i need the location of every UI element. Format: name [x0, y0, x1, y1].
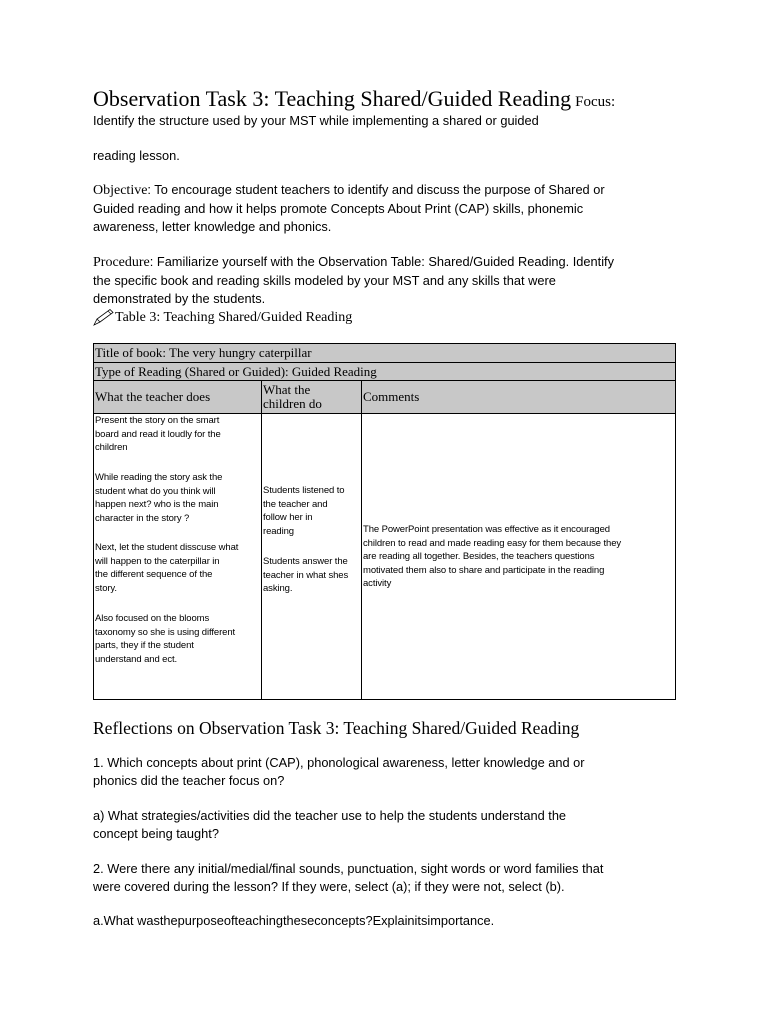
- procedure-text: the specific book and reading skills modeled by your MST and any skills that were: [93, 273, 556, 288]
- text-line: Students answer the: [263, 556, 348, 567]
- text-line: Present the story on the smart: [95, 415, 220, 426]
- text-line: character in the story ?: [95, 512, 190, 524]
- focus-text-line: Identify the structure used by your MST while implementing a shared or guided: [93, 113, 539, 128]
- text-line: the teacher and: [263, 498, 328, 510]
- procedure-text: : Familiarize yourself with the Observation Table: Shared/Guided Reading. Identify: [149, 254, 615, 269]
- text-line: reading: [263, 525, 294, 537]
- text-line: 2. Were there any initial/medial/final sounds, punctuation, sight words or word families that: [93, 861, 604, 876]
- text-line: board and read it loudly for the: [95, 428, 221, 440]
- question-2a: [93, 912, 494, 930]
- text-line: taxonomy so she is using different: [95, 626, 236, 638]
- header-teacher-does: [94, 381, 261, 413]
- objective-text: awareness, letter knowledge and phonics.: [93, 219, 332, 234]
- children-note: [263, 555, 348, 596]
- focus-text-line: reading lesson.: [93, 148, 180, 163]
- children-note: [263, 484, 344, 538]
- text-line: are reading all together. Besides, the teachers questions: [363, 551, 595, 562]
- procedure-paragraph: [93, 253, 614, 308]
- pencil-icon: [93, 308, 114, 326]
- text-line: follow her in: [263, 512, 313, 523]
- cell-teacher-does: [94, 414, 261, 699]
- text-line: 1. Which concepts about print (CAP), phonological awareness, letter knowledge and or: [93, 755, 585, 770]
- reading-type: Type of Reading (Shared or Guided): Guided Reading: [95, 364, 377, 379]
- text-line: phonics did the teacher focus on?: [93, 773, 285, 788]
- procedure-text: demonstrated by the students.: [93, 291, 266, 306]
- question-2: [93, 860, 603, 896]
- question-1a: [93, 807, 566, 843]
- reflections-heading: Reflections on Observation Task 3: Teaching Shared/Guided Reading: [93, 718, 580, 738]
- text-line: concept being taught?: [93, 826, 219, 841]
- text-line: Students listened to: [263, 485, 345, 496]
- text-line: children to read and made reading easy for them because they: [363, 537, 622, 549]
- table-header-row: [94, 381, 675, 414]
- text-line: a.What wasthepurposeofteachingtheseconcepts?Explainitsimportance.: [93, 913, 495, 928]
- page-title: [93, 86, 615, 115]
- text-line: the different sequence of the: [95, 569, 213, 580]
- table-caption: Table 3: Teaching Shared/Guided Reading: [115, 310, 353, 325]
- comment-note: [363, 523, 621, 591]
- objective-first-line: [93, 181, 605, 200]
- question-1: [93, 754, 585, 790]
- text-line: teacher in what shes: [263, 569, 349, 581]
- teacher-note: [95, 414, 221, 455]
- text-line: What the: [263, 382, 311, 397]
- text-line: While reading the story ask the: [95, 472, 223, 483]
- teacher-note: [95, 612, 235, 666]
- text-line: Also focused on the blooms: [95, 613, 210, 624]
- header-children-do: [261, 381, 361, 413]
- objective-text: : To encourage student teachers to identify and discuss the purpose of Shared or: [147, 182, 605, 197]
- table-body-row: [94, 414, 675, 699]
- procedure-first-line: [93, 253, 614, 272]
- text-line: were covered during the lesson? If they were, select (a); if they were not, select (b).: [93, 879, 565, 894]
- objective-text: Guided reading and how it helps promote Concepts About Print (CAP) skills, phonemic: [93, 201, 584, 216]
- text-line: The PowerPoint presentation was effective as it encouraged: [363, 524, 610, 535]
- text-line: happen next? who is the main: [95, 499, 219, 510]
- text-line: will happen to the caterpillar in: [95, 555, 220, 567]
- book-title: Title of book: The very hungry caterpillar: [95, 345, 312, 360]
- text-line: children: [95, 442, 128, 453]
- reading-type-row: [94, 363, 675, 381]
- text-line: student what do you think will: [95, 485, 216, 497]
- title-text: Observation Task 3: Teaching Shared/Guided Reading: [93, 86, 572, 111]
- header-comments: [361, 381, 675, 413]
- cell-children-do: [261, 414, 361, 699]
- text-line: motivated them also to share and participate in the reading: [363, 564, 605, 576]
- header-label: What the teacher does: [95, 389, 211, 404]
- book-title-row: [94, 344, 675, 363]
- text-line: a) What strategies/activities did the teacher use to help the students understand the: [93, 808, 567, 823]
- text-line: children do: [263, 396, 322, 411]
- text-line: Next, let the student disscuse what: [95, 542, 239, 553]
- text-line: asking.: [263, 583, 293, 594]
- teacher-note: [95, 541, 238, 595]
- text-line: understand and ect.: [95, 653, 178, 665]
- text-line: story.: [95, 582, 117, 594]
- header-label: Comments: [363, 389, 420, 404]
- objective-paragraph: [93, 181, 605, 236]
- text-line: parts, they if the student: [95, 640, 194, 651]
- objective-label: Objective: [93, 183, 148, 198]
- teacher-note: [95, 471, 222, 525]
- observation-table: [93, 343, 676, 700]
- procedure-label: Procedure: [93, 255, 150, 270]
- focus-label: Focus:: [575, 94, 616, 110]
- text-line: activity: [363, 578, 392, 589]
- cell-comments: [361, 414, 675, 699]
